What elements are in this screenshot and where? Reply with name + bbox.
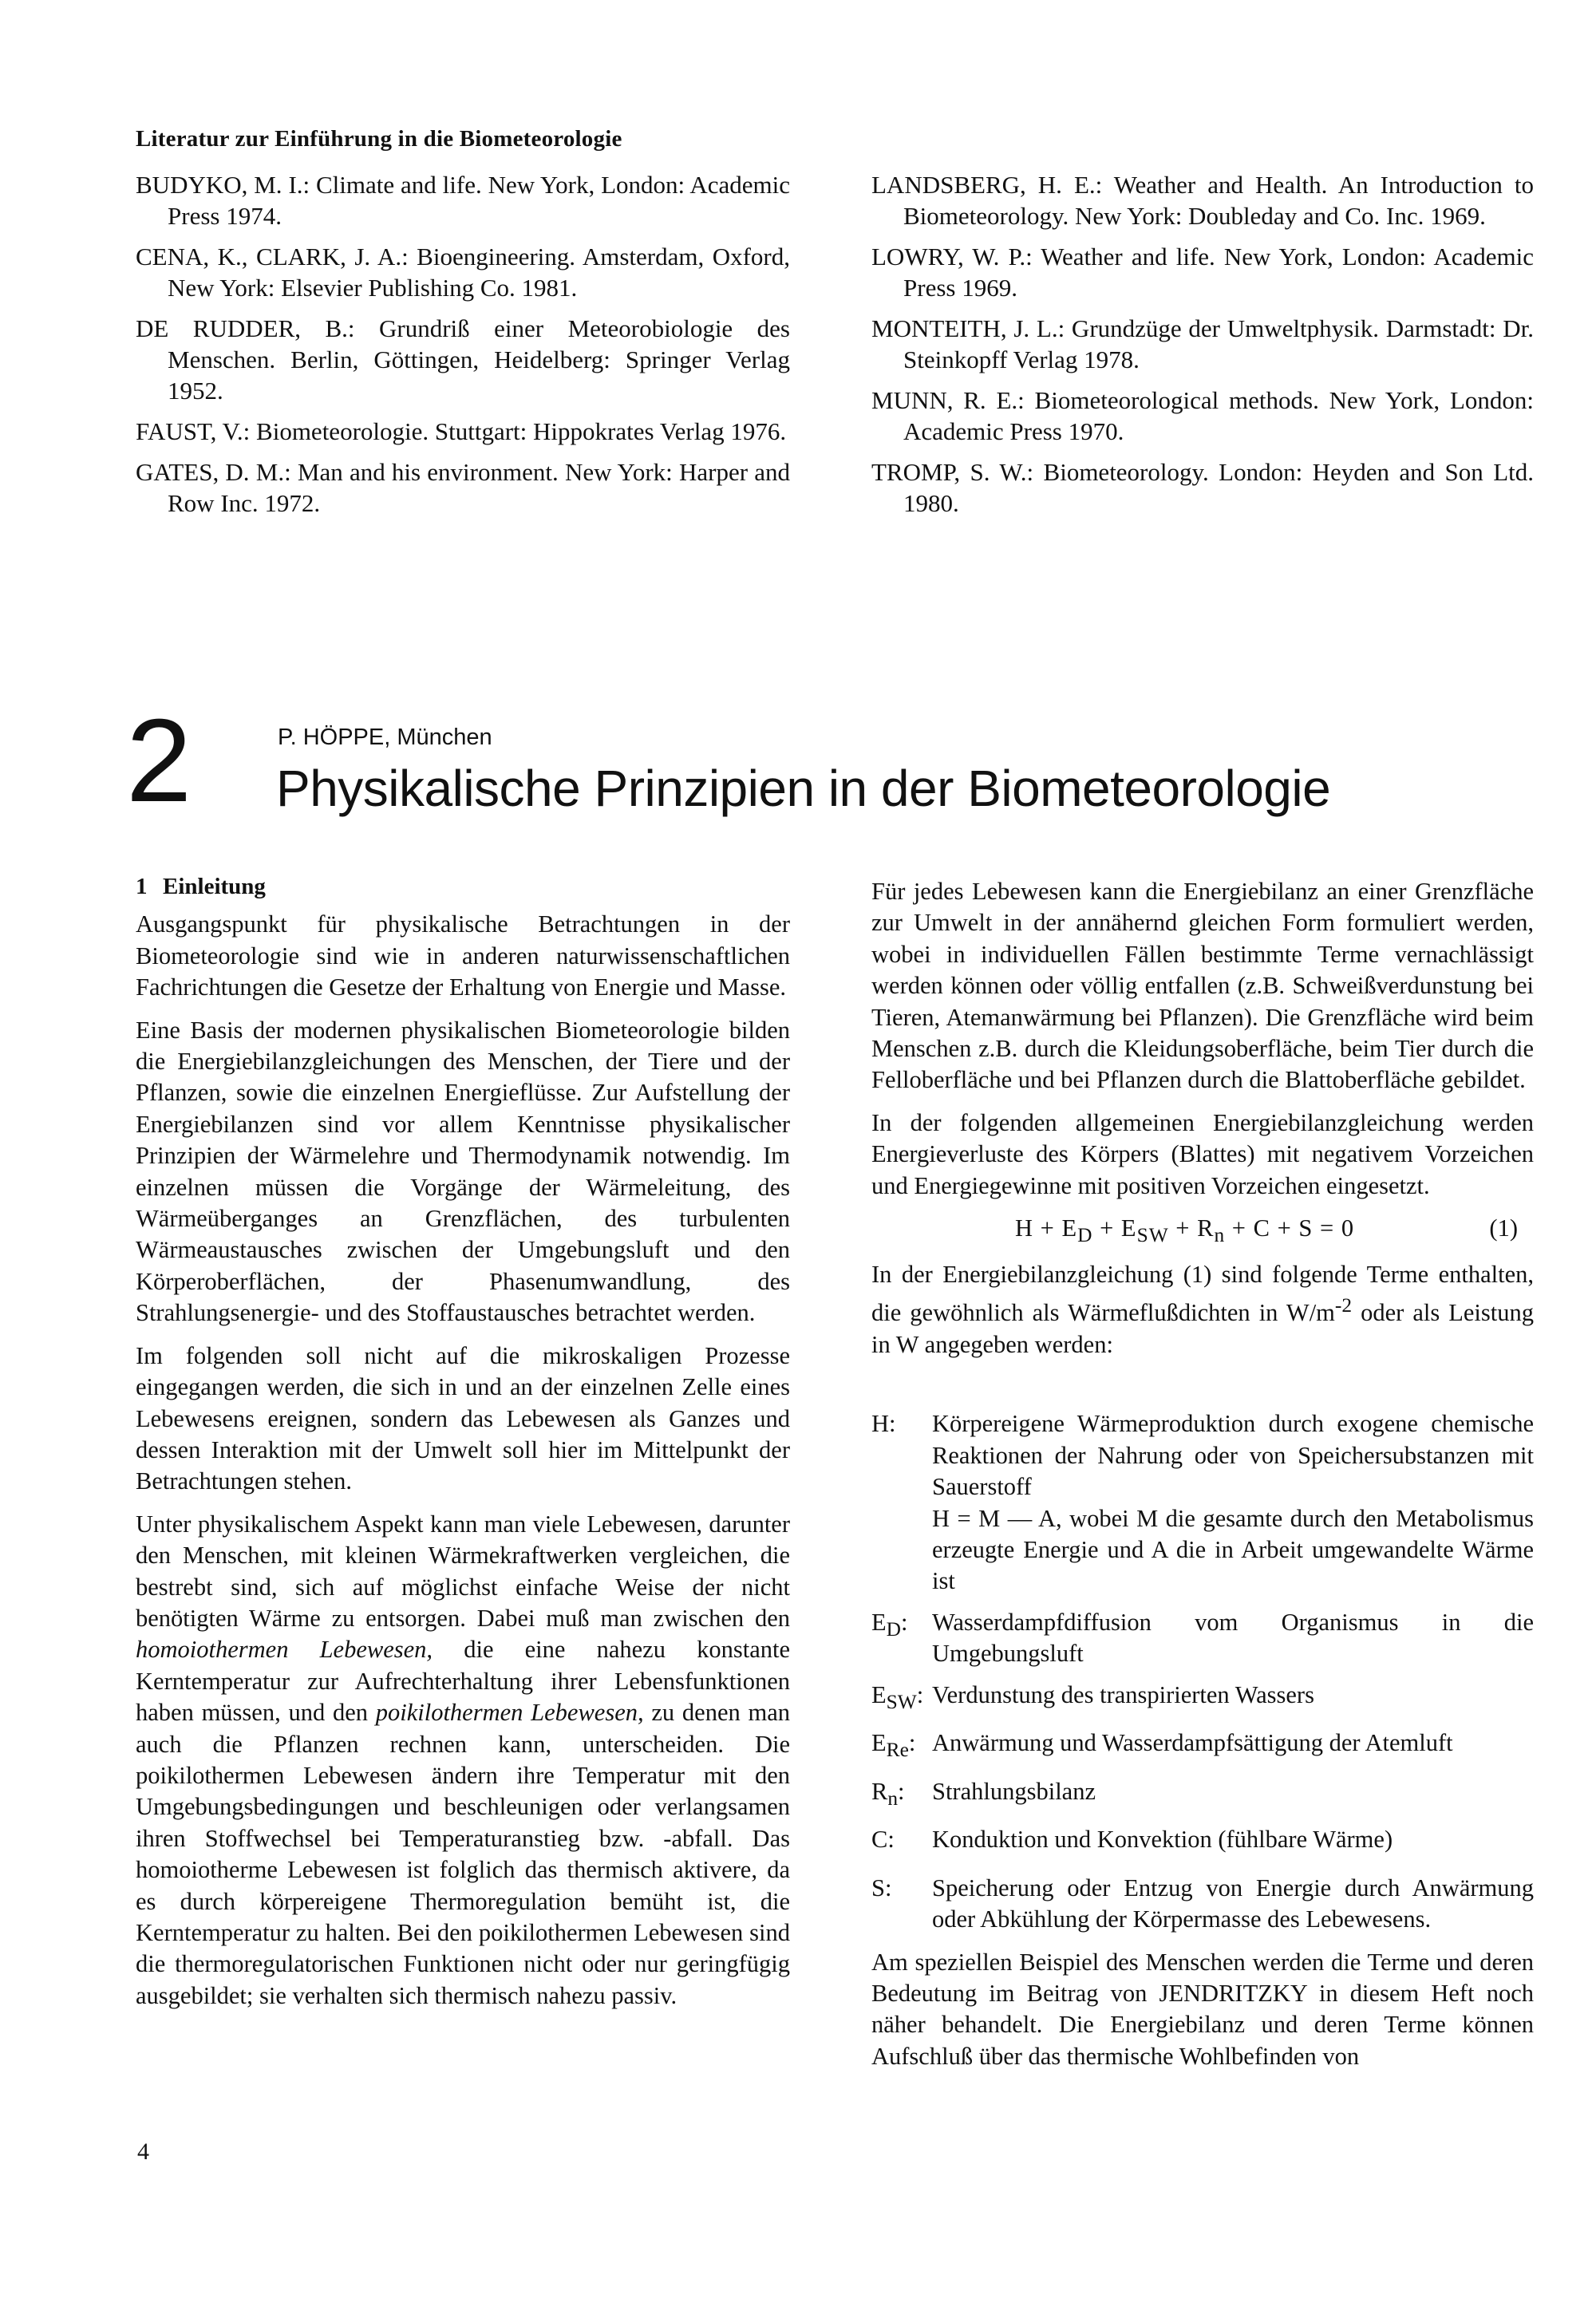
term-item: [871, 1728, 1534, 1767]
paragraph: Eine Basis der modernen physikalischen Biometeorologie bilden die Energiebilanzgleichungen des Menschen, der Tiere und der Pflanzen, sowie die einzelnen Energieflüsse. Zur Aufstellung der Energiebilanzen sind vor allem Kenntnisse physikalischer Prinzipien der Wärmelehre und Thermodynamik notwendig. Im einzelnen müssen die Vorgänge der Wärmeleitung, des Wärmeüberganges an Grenzflächen, des turbulenten Wärmeaustausches zwischen der Umgebungsluft und den Körperoberflächen, der Phasenumwandlung, des Strahlungsenergie- und des Stoffaustausches betrachtet werden.: [136, 1016, 790, 1327]
literature-right-column: [871, 169, 1534, 528]
term-symbol: $E_{SW}$:: [871, 1680, 924, 1713]
emphasis-term: homoiothermen Lebewesen,: [136, 1636, 433, 1664]
term-symbol: S:: [871, 1874, 892, 1901]
reference-item: MUNN, R. E.: Biometeorological methods. New York, London: Academic Press 1970.: [871, 386, 1534, 445]
paragraph: In der folgenden allgemeinen Energiebilanzgleichung werden Energieverluste des Körpers (Blattes) mit negativem Vorzeichen und Energiegewinne mit positiven Vorzeichen eingesetzt.: [871, 1108, 1534, 1199]
body-right-column: [871, 876, 1534, 2083]
section-number: 1: [136, 874, 148, 899]
term-item: [871, 1680, 1534, 1719]
paragraph: Im folgenden soll nicht auf die mikroskaligen Prozesse eingegangen werden, die sich in und an der einzelnen Zelle eines Lebewesens ereignen, sondern das Lebewesen als Ganzes und dessen Interaktion mit der Umwelt soll hier im Mittelpunkt der Betrachtungen stehen.: [136, 1341, 790, 1495]
paragraph: [136, 1509, 790, 2012]
paragraph-text: zu denen man auch die Pflanzen rechnen kann, unterscheiden. Die poikilothermen Lebewesen ändern ihre Temperatur mit den Umgebungsbedingungen und beschleunigen oder verlangsamen ihren Stoffwechsel bei Temperaturanstieg bzw. -abfall. Das homoiotherme Lebewesen ist folglich das thermisch aktivere, da es durch körpereigene Thermoregulation bemüht ist, die Kerntemperatur zu halten. Bei den poikilothermen Lebewesen sind die thermoregulatorischen Funktionen nicht oder nur geringfügig ausgebildet; sie verhalten sich thermisch nahezu passiv.: [136, 1699, 790, 2009]
chapter-author: P. HÖPPE, München: [278, 725, 492, 750]
reference-item: CENA, K., CLARK, J. A.: Bioengineering. Amsterdam, Oxford, New York: Elsevier Publishing Co. 1981.: [136, 243, 790, 302]
term-item: [871, 1873, 1534, 1936]
term-symbol: C:: [871, 1826, 895, 1854]
paragraph: [871, 1259, 1534, 1360]
term-description: Konduktion und Konvektion (fühlbare Wärme): [932, 1826, 1393, 1854]
term-item: [871, 1408, 1534, 1597]
reference-item: MONTEITH, J. L.: Grundzüge der Umweltphysik. Darmstadt: Dr. Steinkopff Verlag 1978.: [871, 314, 1534, 373]
section-title: Einleitung: [163, 874, 266, 899]
paragraph-text: Unter physikalischem Aspekt kann man viele Lebewesen, darunter den Menschen, mit kleinen Wärmekraftwerken vergleichen, die bestrebt sind, sich auf möglichst einfache Weise der nicht benötigten Wärme zu entsorgen. Dabei muß man zwischen den: [136, 1510, 790, 1632]
term-description: Strahlungsbilanz: [932, 1777, 1096, 1805]
chapter-number: 2: [126, 695, 192, 827]
term-extra: H = M — A, wobei M die gesamte durch den Metabolismus erzeugte Energie und A die in Arbeit umgewandelte Wärme ist: [932, 1504, 1534, 1595]
paragraph: Ausgangspunkt für physikalische Betrachtungen in der Biometeorologie sind wie in anderen naturwissenschaftlichen Fachrichtungen die Gesetze der Erhaltung von Energie und Masse.: [136, 910, 790, 1001]
term-item: [871, 1824, 1534, 1863]
term-description: Körpereigene Wärmeproduktion durch exogene chemische Reaktionen der Nahrung oder von Speichersubstanzen mit Sauerstoff H = M — A, wobei M die gesamte durch den Metabolismus erzeugte Energie und A die in Arbeit umgewandelte Wärme ist: [932, 1408, 1534, 1597]
reference-item: TROMP, S. W.: Biometeorology. London: Heyden and Son Ltd. 1980.: [871, 458, 1534, 517]
superscript: -2: [1334, 1294, 1353, 1317]
term-symbol: $E_D$:: [871, 1608, 908, 1641]
literature-heading: Literatur zur Einführung in die Biometeorologie: [136, 126, 622, 152]
reference-item: FAUST, V.: Biometeorologie. Stuttgart: Hippokrates Verlag 1976.: [136, 417, 787, 445]
term-symbol: $E_{Re}$:: [871, 1729, 916, 1762]
reference-item: LOWRY, W. P.: Weather and life. New York, London: Academic Press 1969.: [871, 243, 1534, 302]
energy-balance-equation: [871, 1213, 1534, 1248]
paragraph-text: oder als Leistung in W angegeben werden:: [871, 1299, 1534, 1359]
term-description: Wasserdampfdiffusion vom Organismus in die Umgebungsluft: [932, 1608, 1534, 1668]
term-symbol: H:: [871, 1410, 896, 1438]
paragraph-text: In der Energiebilanzgleichung (1) sind folgende Terme enthalten, die gewöhnlich als Wärmeflußdichten in W/m: [871, 1261, 1534, 1327]
equation-number: (1): [1489, 1214, 1518, 1242]
equation-formula: $H + E_D + E_{SW} + R_n + C + S = 0$: [1015, 1214, 1355, 1247]
term-description: Verdunstung des transpirierten Wassers: [932, 1680, 1314, 1708]
reference-item: BUDYKO, M. I.: Climate and life. New York, London: Academic Press 1974.: [136, 171, 790, 230]
chapter-title: Physikalische Prinzipien in der Biometeorologie: [276, 760, 1331, 817]
section-heading: [136, 871, 790, 902]
paragraph: Für jedes Lebewesen kann die Energiebilanz an einer Grenzfläche zur Umwelt in der annähernd gleichen Form formuliert werden, wobei in individuellen Fällen bestimmte Terme vernachlässigt werden können oder völlig entfallen (z.B. Schweißverdunstung bei Tieren, Atemanwärmung bei Pflanzen). Die Grenzfläche wird beim Menschen z.B. durch die Kleidungsoberfläche, beim Tier durch die Felloberfläche und bei Pflanzen durch die Blattoberfläche gebildet.: [871, 878, 1534, 1094]
paragraph: Am speziellen Beispiel des Menschen werden die Terme und deren Bedeutung im Beitrag von JENDRITZKY in diesem Heft noch näher behandelt. Die Energiebilanz und deren Terme können Aufschluß über das thermische Wohlbefinden von: [871, 1948, 1534, 2070]
term-symbol: $R_n$:: [871, 1777, 905, 1810]
paragraph-text: die eine nahezu konstante Kerntemperatur zur Aufrechterhaltung ihrer Lebensfunktionen haben müssen, und den: [136, 1636, 790, 1727]
term-item: [871, 1776, 1534, 1815]
term-description: Anwärmung und Wasserdampfsättigung der Atemluft: [932, 1729, 1453, 1757]
reference-item: DE RUDDER, B.: Grundriß einer Meteorobiologie des Menschen. Berlin, Göttingen, Heidelberg: Springer Verlag 1952.: [136, 314, 790, 405]
term-description: Speicherung oder Entzug von Energie durch Anwärmung oder Abkühlung der Körpermasse des Lebewesens.: [932, 1874, 1534, 1933]
emphasis-term: poikilothermen Lebewesen,: [375, 1699, 644, 1727]
reference-item: LANDSBERG, H. E.: Weather and Health. An Introduction to Biometeorology. New York: Doubleday and Co. Inc. 1969.: [871, 171, 1534, 230]
reference-item: GATES, D. M.: Man and his environment. New York: Harper and Row Inc. 1972.: [136, 458, 790, 517]
page-number: 4: [137, 2138, 149, 2165]
term-list: [871, 1408, 1534, 1935]
literature-left-column: [136, 169, 790, 528]
body-left-column: [136, 871, 790, 2023]
term-item: [871, 1607, 1534, 1670]
